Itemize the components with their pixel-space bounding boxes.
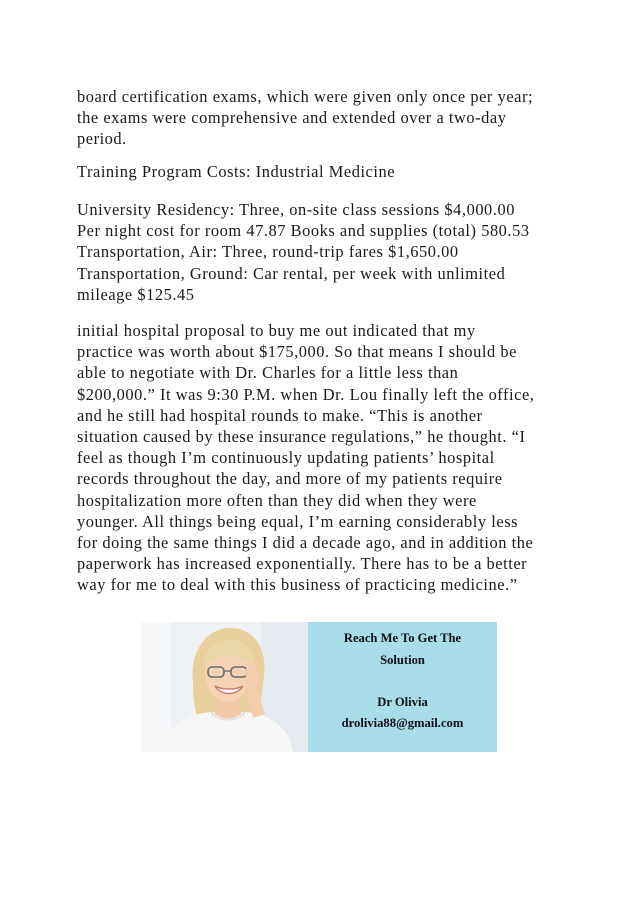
text-line: practice was worth about $175,000. So that means I should be xyxy=(77,342,517,362)
text-line: younger. All things being equal, I’m earning considerably less xyxy=(77,511,519,531)
ad-headline: Reach Me To Get The xyxy=(343,631,462,645)
text-line: for doing the same things I did a decade ago, and in addition the xyxy=(77,533,534,553)
costs-paragraph xyxy=(77,199,577,305)
text-line: the exams were comprehensive and extended over a two-day xyxy=(77,108,507,128)
ad-headline-continued: Solution xyxy=(380,653,425,667)
text-line: Per night cost for room 47.87 Books and supplies (total) 580.53 xyxy=(77,221,530,241)
heading-text: Training Program Costs: Industrial Medicine xyxy=(77,162,396,181)
text-line: situation caused by these insurance regulations,” he thought. “I xyxy=(77,427,526,447)
text-line: mileage $125.45 xyxy=(77,284,195,304)
text-line: hospitalization more often than they did when they were xyxy=(77,490,477,510)
contact-info-panel xyxy=(308,622,497,752)
text-line: Transportation, Ground: Car rental, per week with unlimited xyxy=(77,263,506,283)
text-line: records throughout the day, and more of my patients require xyxy=(77,469,503,489)
text-line: Transportation, Air: Three, round-trip fares $1,650.00 xyxy=(77,242,459,262)
text-line: initial hospital proposal to buy me out indicated that my xyxy=(77,321,476,340)
text-line: board certification exams, which were given only once per year; xyxy=(77,87,534,106)
contact-email-link[interactable]: drolivia88@gmail.com xyxy=(341,716,464,730)
story-paragraph xyxy=(77,320,577,596)
text-line: $200,000.” It was 9:30 P.M. when Dr. Lou finally left the office, xyxy=(77,384,535,404)
text-line: feel as though I’m continuously updating patients’ hospital xyxy=(77,448,495,468)
text-line: period. xyxy=(77,129,127,149)
section-heading xyxy=(77,161,577,182)
text-line: paperwork has increased exponentially. There has to be a better xyxy=(77,554,528,574)
contact-name: Dr Olivia xyxy=(377,695,428,709)
smiling-woman-photo-icon xyxy=(141,622,308,752)
text-line: and he still had hospital rounds to make. “This is another xyxy=(77,405,483,425)
text-line: way for me to deal with this business of practicing medicine.” xyxy=(77,575,518,595)
contact-advert-banner[interactable] xyxy=(141,622,497,752)
text-line: University Residency: Three, on-site class sessions $4,000.00 xyxy=(77,200,515,219)
intro-paragraph xyxy=(77,86,577,150)
text-line: able to negotiate with Dr. Charles for a little less than xyxy=(77,363,459,383)
